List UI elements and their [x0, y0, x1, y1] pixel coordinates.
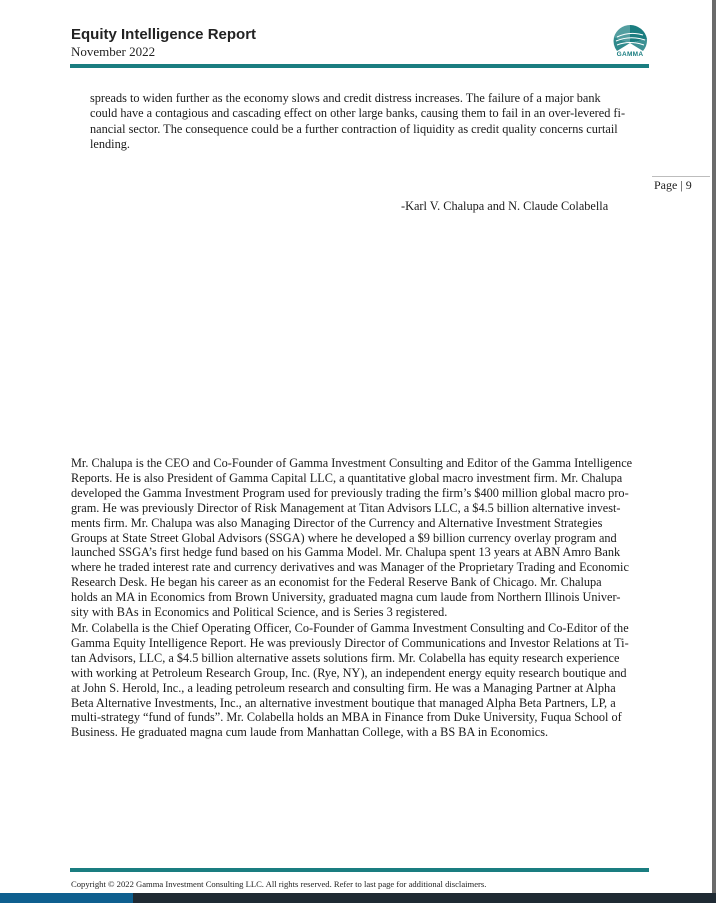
footer-rule: [70, 868, 649, 872]
bio-line: tan Advisors, LLC, a $4.5 billion alternative assets solutions firm. Mr. Colabella has equity research experience: [71, 650, 620, 665]
bio-line: launched SSGA’s first hedge fund based on his Gamma Model. Mr. Chalupa spent 13 years at ABN Amro Bank: [71, 545, 621, 560]
report-title: Equity Intelligence Report: [71, 26, 257, 43]
bio-line: where he traded interest rate and currency derivatives and was Manager of the Proprietary Trading and Economic: [71, 560, 629, 575]
bio-chalupa: [71, 456, 649, 620]
bio-line: Mr. Colabella is the Chief Operating Officer, Co-Founder of Gamma Investment Consulting and Co-Editor of the: [71, 621, 629, 635]
bio-line: multi-strategy “fund of funds”. Mr. Colabella holds an MBA in Finance from Duke University, Fuqua School of: [71, 710, 622, 725]
intro-line: could have a contagious and cascading effect on other large banks, causing them to fail in an over-levered fi-: [90, 106, 626, 121]
bio-line: sity with BAs in Economics and Political Science, and is Series 3 registered.: [71, 605, 448, 620]
copyright-notice: Copyright © 2022 Gamma Investment Consulting LLC. All rights reserved. Refer to last page for additional disclaimers.: [71, 879, 487, 889]
intro-paragraph: [90, 91, 640, 152]
bio-line: developed the Gamma Investment Program used for previously trading the firm’s $400 million global macro pro-: [71, 485, 629, 500]
bio-line: gram. He was previously Director of Risk Management at Titan Advisors LLC, a $4.5 billion alternative invest-: [71, 500, 621, 515]
bio-line: Research Desk. He began his career as an economist for the Federal Reserve Bank of Chicago. Mr. Chalupa: [71, 575, 602, 590]
bio-line: at John S. Herold, Inc., a leading petroleum research and consulting firm. He was a Managing Partner at Alpha: [71, 680, 616, 695]
bio-line: Beta Alternative Investments, Inc., an alternative investment boutique that managed Alpha Beta Partners, LP, a: [71, 695, 616, 710]
bio-line: Gamma Equity Intelligence Report. He was previously Director of Communications and Investor Relations at Ti-: [71, 635, 629, 650]
intro-line: lending.: [90, 136, 130, 151]
intro-line: spreads to widen further as the economy slows and credit distress increases. The failure of a major bank: [90, 91, 601, 105]
logo-wordmark: GAMMA: [616, 51, 644, 58]
author-signature: -Karl V. Chalupa and N. Claude Colabella: [401, 199, 609, 213]
bio-colabella: [71, 621, 649, 740]
bio-line: holds an MA in Economics from Brown University, graduated magna cum laude from Northern Illinois Univer-: [71, 590, 621, 605]
bio-line: with working at Petroleum Research Group, Inc. (Rye, NY), an independent energy equity research boutique and: [71, 665, 627, 680]
bio-line: Business. He graduated magna cum laude from Manhattan College, with a BS BA in Economics.: [71, 725, 549, 740]
bio-line: Groups at State Street Global Advisors (SSGA) where he developed a $9 billion currency overlay program and: [71, 530, 617, 545]
page-edge: [712, 0, 716, 893]
header-rule: [70, 64, 649, 68]
report-date: November 2022: [71, 44, 156, 59]
page-number-rule: [652, 176, 710, 177]
bio-line: Mr. Chalupa is the CEO and Co-Founder of Gamma Investment Consulting and Editor of the Gamma Intelligence: [71, 456, 633, 470]
intro-line: nancial sector. The consequence could be a further contraction of liquidity as credit quality concerns curtail: [90, 121, 618, 136]
viewer-bottom-accent: [0, 893, 133, 903]
bio-line: ments firm. Mr. Chalupa was also Managing Director of the Currency and Alternative Investment Strategies: [71, 515, 603, 530]
page-number: Page | 9: [654, 178, 692, 192]
bio-line: Reports. He is also President of Gamma Capital LLC, a quantitative global macro investment firm. Mr. Chalupa: [71, 470, 623, 485]
